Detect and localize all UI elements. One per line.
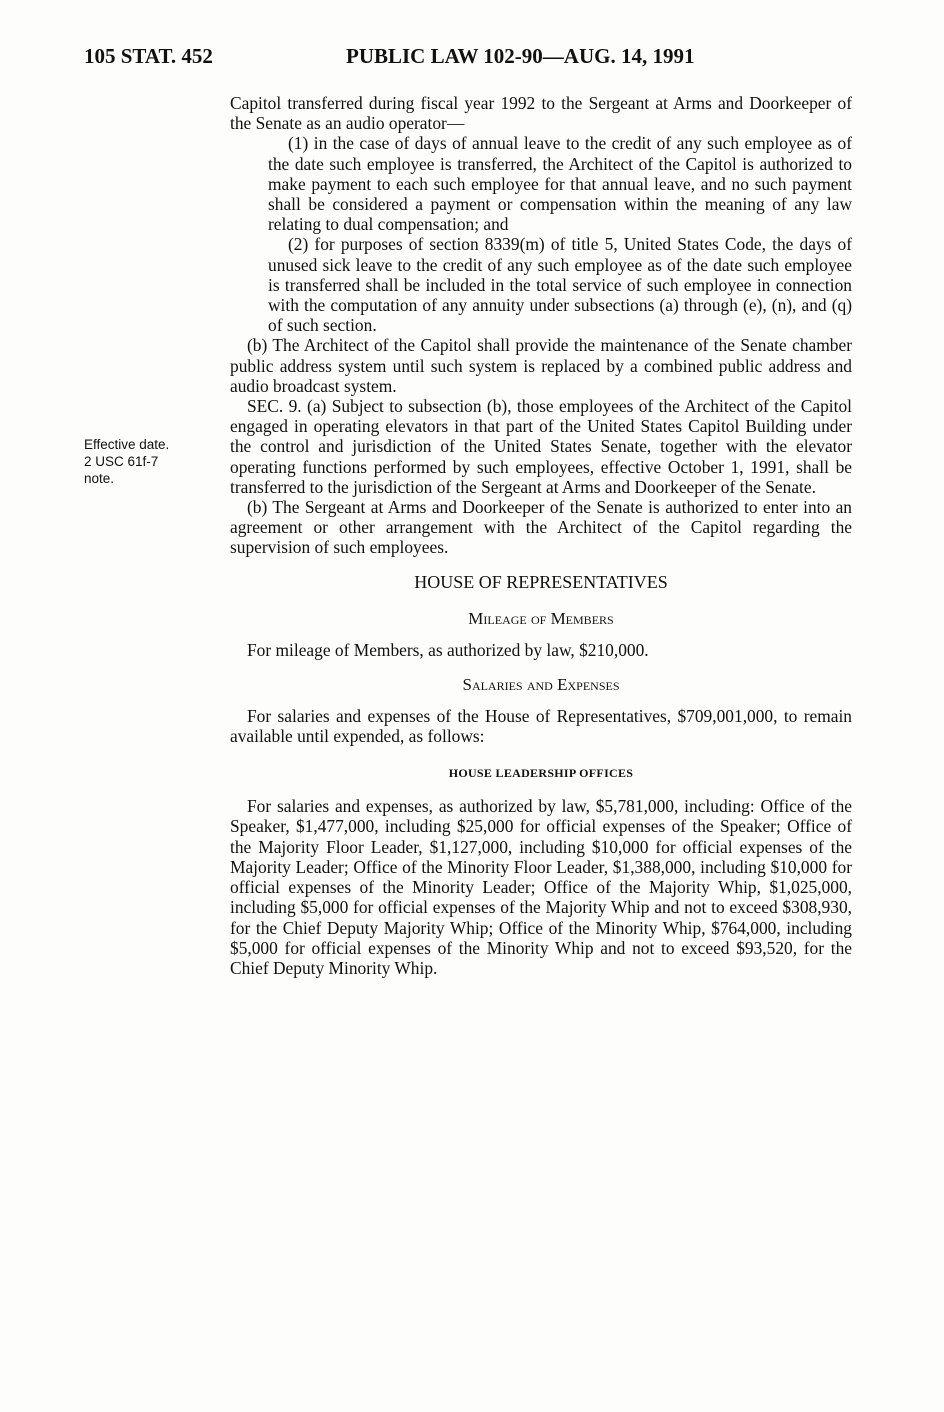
public-law-title: PUBLIC LAW 102-90—AUG. 14, 1991: [346, 44, 695, 68]
intro-paragraph: Capitol transferred during fiscal year 1992 to the Sergeant at Arms and Doorkeeper of the Senate as an audio operator—: [230, 93, 852, 134]
section-9-paragraph: SEC. 9. (a) Subject to subsection (b), those employees of the Architect of the Capitol engaged in operating elevators in that part of the United States Capitol Building under the control and jurisdiction of the United States Senate, together with the elevator operating functions performed by such employees, effective October 1, 1991, shall be transferred to the jurisdiction of the Sergeant at Arms and Doorkeeper of the Senate.: [230, 396, 852, 497]
paragraph-b-supervision: (b) The Sergeant at Arms and Doorkeeper of the Senate is authorized to enter into an agreement or other arrangement with the Architect of the Capitol regarding the supervision of such employees.: [230, 497, 852, 558]
margin-note-usc: 2 USC 61f-7: [84, 454, 159, 469]
margin-note-effective-date: Effective date.: [84, 437, 170, 452]
margin-note: [84, 436, 224, 487]
list-item-1: (1) in the case of days of annual leave to the credit of any such employee as of the date such employee is transferred, the Architect of the Capitol is authorized to make payment to each such employee for that annual leave, and no such payment shall be considered a payment or compensation within the meaning of any law relating to dual compensation; and: [268, 133, 852, 235]
body-text: [230, 93, 852, 978]
salaries-heading: Salaries and Expenses: [462, 674, 620, 694]
salaries-paragraph: For salaries and expenses of the House of Representatives, $709,001,000, to remain available until expended, as follows:: [230, 705, 852, 747]
mileage-heading: Mileage of Members: [468, 608, 614, 628]
leadership-paragraph: For salaries and expenses, as authorized by law, $5,781,000, including: Office of the Speaker, $1,477,000, including $25,000 for official expenses of the Speaker; Office of the Majority Floor Leader, $1,127,000, including $10,000 for official expenses of the Majority Leader; Office of the Minority Floor Leader, $1,388,000, including $10,000 for official expenses of the Minority Leader; Office of the Majority Whip, $1,025,000, including $5,000 for official expenses of the Majority Whip and not to exceed $308,930, for the Chief Deputy Majority Whip; Office of the Minority Whip, $764,000, including $5,000 for official expenses of the Minority Whip and not to exceed $93,520, for the Chief Deputy Minority Whip.: [230, 796, 852, 978]
list-item-2: (2) for purposes of section 8339(m) of title 5, United States Code, the days of unused sick leave to the credit of any such employee as of the date such employee is transferred shall be included in the total service of such employee in connection with the computation of any annuity under subsections (a) through (e), (n), and (q) of such section.: [268, 234, 852, 336]
paragraph-b-maintenance: (b) The Architect of the Capitol shall provide the maintenance of the Senate chamber public address system until such system is replaced by a combined public address and audio broadcast system.: [230, 335, 852, 396]
house-heading: HOUSE OF REPRESENTATIVES: [414, 571, 668, 592]
stat-page-number: 105 STAT. 452: [84, 44, 213, 68]
margin-note-note: note.: [84, 471, 115, 486]
mileage-paragraph: For mileage of Members, as authorized by law, $210,000.: [247, 639, 649, 660]
leadership-heading: HOUSE LEADERSHIP OFFICES: [448, 766, 634, 781]
page-header: [84, 44, 764, 74]
